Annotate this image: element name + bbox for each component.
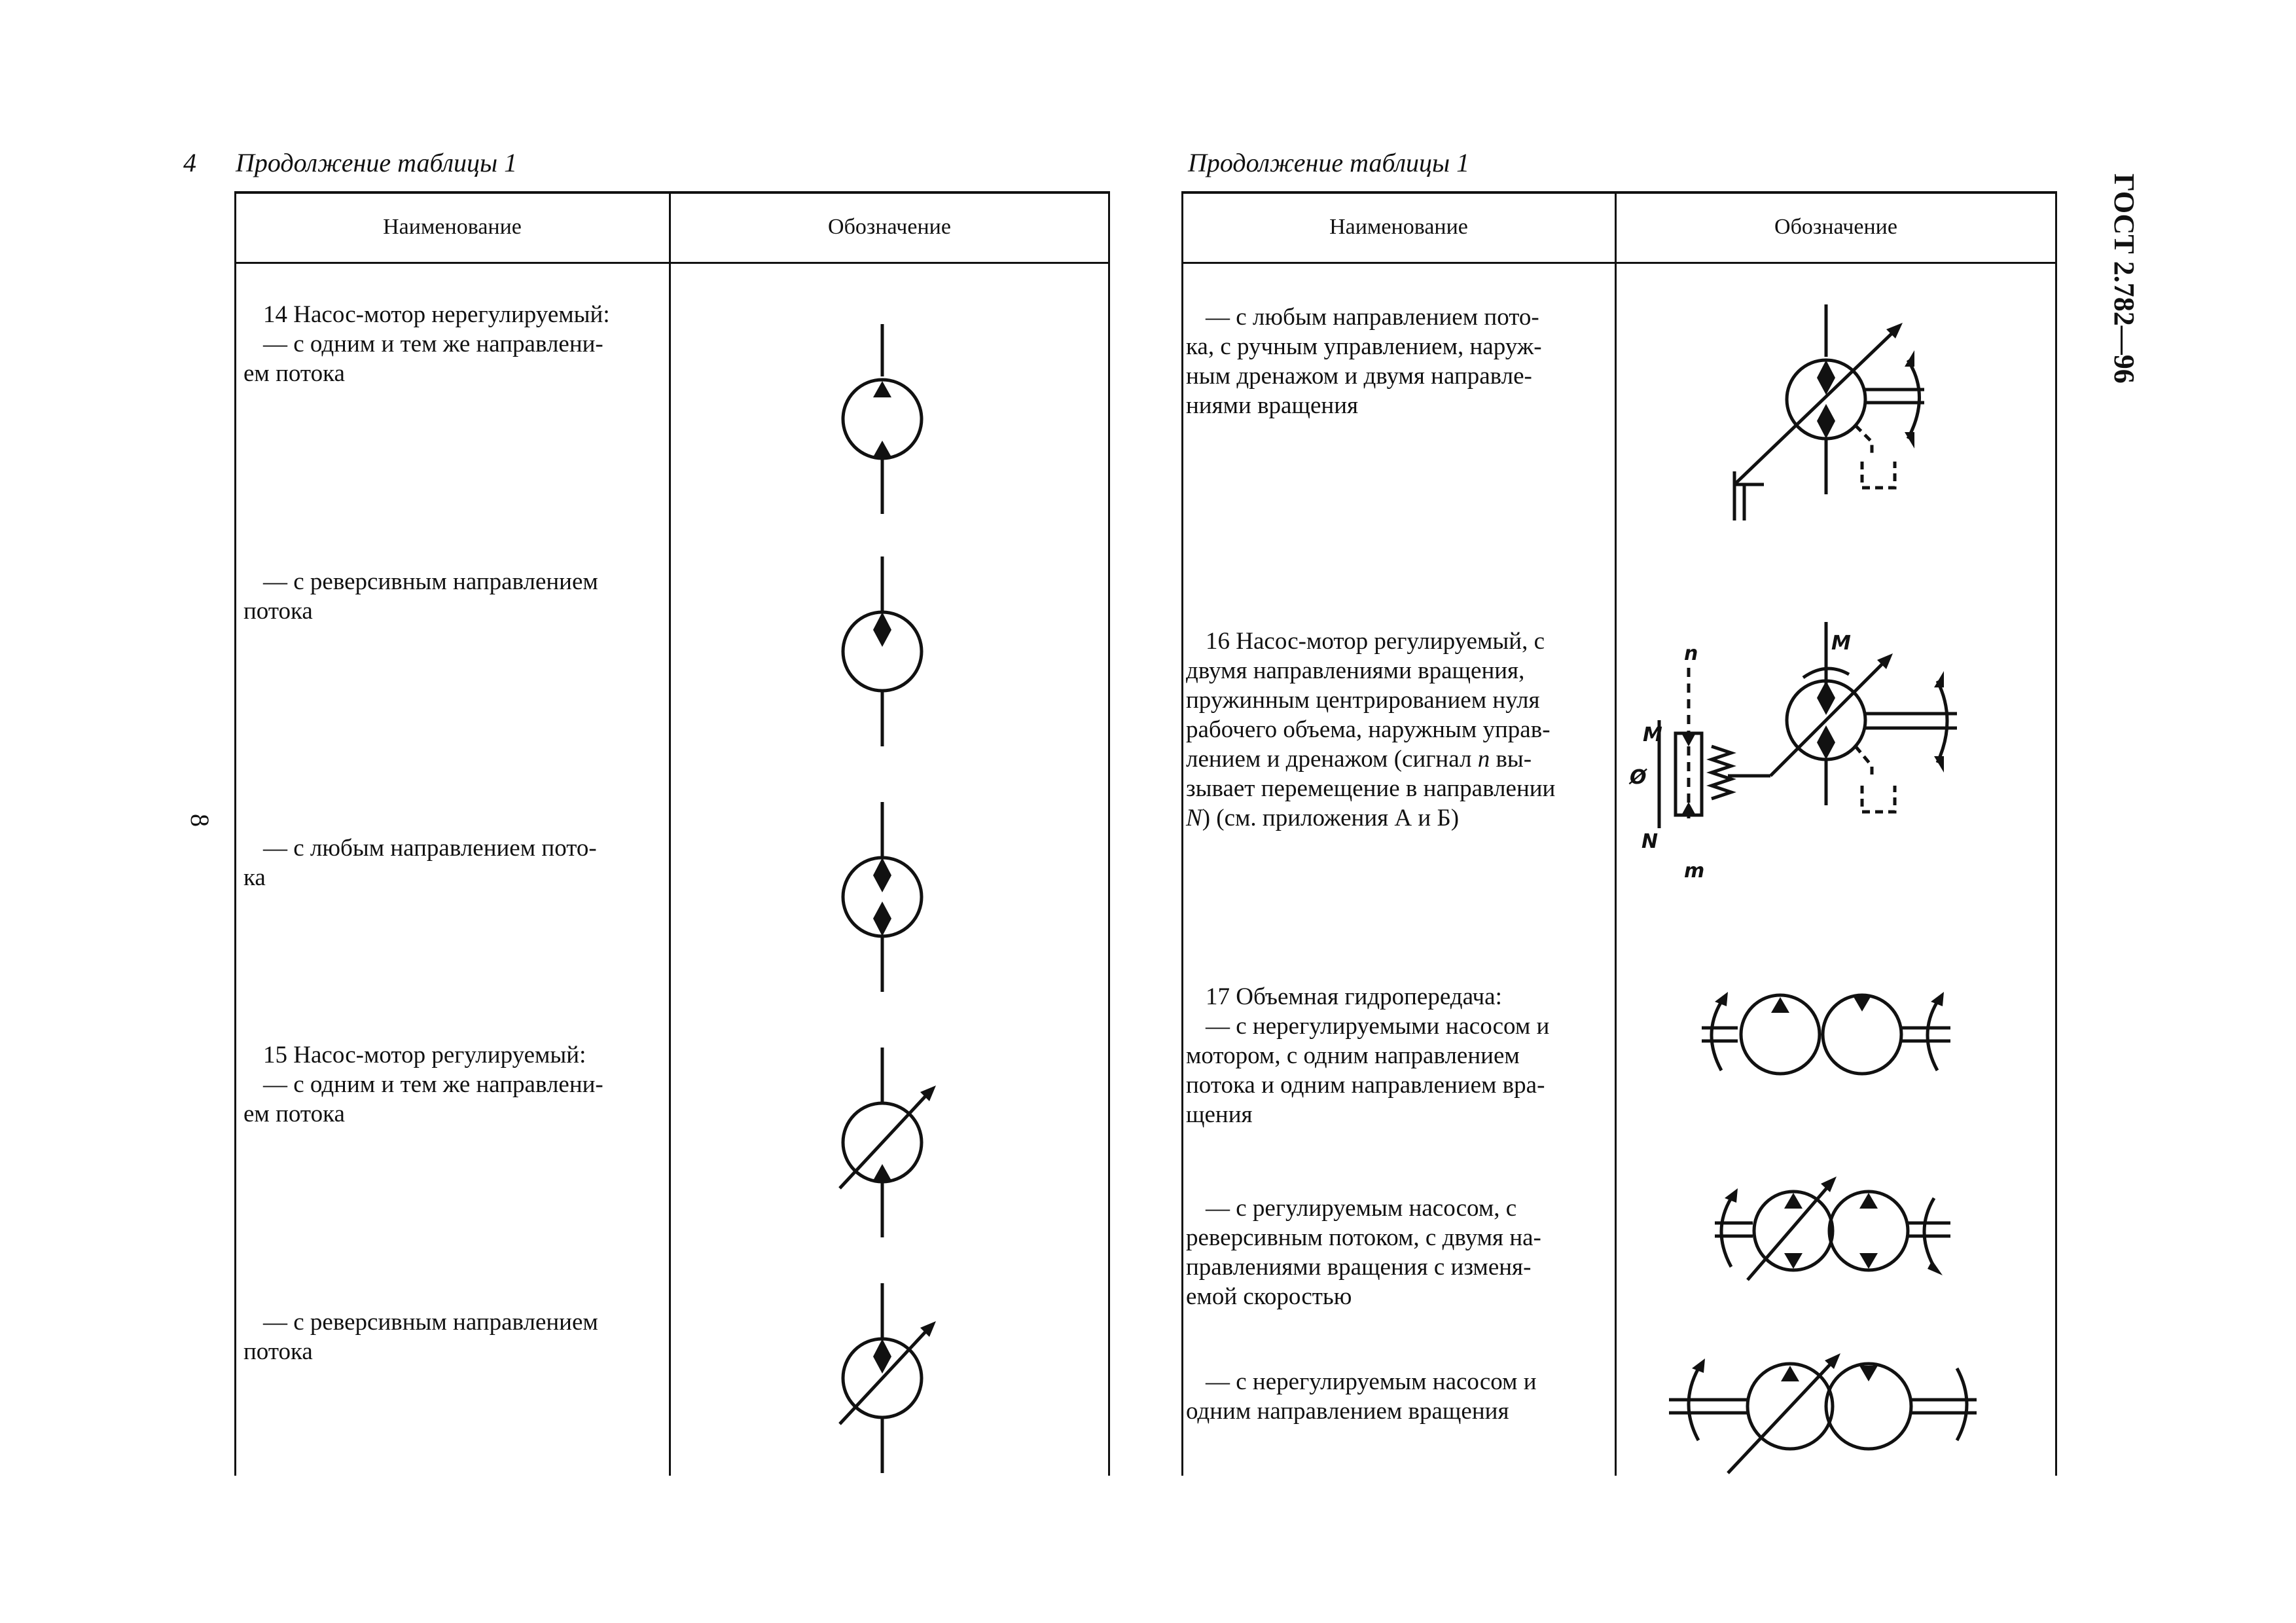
table-row-text: 15 Насос-мотор регулируемый: — с одним и тем же направлени- ем потока bbox=[243, 1040, 660, 1129]
table-row-text: 16 Насос-мотор регулируемый, с двумя направлениями вращения, пружинным центрированием нуля рабочего объема, наружным управ- лением и дренажом (сигнал n вы- зывает перемещение в направлении N) (см. приложения А и Б) bbox=[1186, 627, 1605, 833]
column-header-symbol: Обозначение bbox=[828, 215, 951, 239]
table-right-border bbox=[1108, 191, 1110, 1476]
table-header-border bbox=[1181, 262, 2057, 264]
row-14-title: 14 Насос-мотор нерегулируемый: bbox=[263, 301, 610, 328]
hydrostatic-transmission-variable-icon bbox=[1695, 1172, 1970, 1290]
column-header-name: Наименование bbox=[1329, 215, 1468, 239]
table-row-text: 17 Объемная гидропередача: — с нерегулируемыми насосом и мотором, с одним направлением потока и одним направлением вра- щения bbox=[1186, 982, 1605, 1129]
table-column-divider bbox=[669, 191, 671, 1476]
pump-motor-manual-drain-icon bbox=[1715, 304, 1977, 527]
table-row-text: — с реверсивным направлением потока bbox=[243, 1309, 598, 1365]
table-row-text: — с реверсивным направлением потока bbox=[243, 568, 598, 625]
pump-motor-variable-one-direction-icon bbox=[817, 1048, 961, 1237]
hydrostatic-transmission-fixed-one-rotation-icon bbox=[1669, 1342, 1996, 1473]
continuation-caption-right: Продолжение таблицы 1 bbox=[1188, 148, 1470, 177]
hydrostatic-transmission-fixed-icon bbox=[1689, 979, 1977, 1090]
pump-motor-spring-centered-icon bbox=[1623, 615, 1964, 903]
table-top-border bbox=[234, 191, 1110, 194]
row-17-title: 17 Объемная гидропередача: bbox=[1206, 983, 1502, 1010]
continuation-caption-left: Продолжение таблицы 1 bbox=[236, 148, 518, 177]
row-16-title: 16 Насос-мотор регулируемый, с bbox=[1206, 628, 1545, 655]
label-m: m bbox=[1684, 860, 1705, 883]
pump-motor-fixed-any-direction-icon bbox=[817, 802, 948, 992]
label-M-top: M bbox=[1831, 632, 1851, 655]
label-M-left: M bbox=[1643, 723, 1662, 746]
table-column-divider bbox=[1615, 191, 1617, 1476]
document-code: ГОСТ 2.782—96 bbox=[2108, 173, 2140, 384]
table-header-border bbox=[234, 262, 1110, 264]
pump-motor-fixed-one-direction-icon bbox=[817, 324, 948, 520]
column-header-symbol: Обозначение bbox=[1774, 215, 1897, 239]
table-row-text: — с любым направлением пото- ка, с ручным управлением, наруж- ным дренажом и двумя направле- ниями вращения bbox=[1186, 304, 1542, 419]
label-n: n bbox=[1684, 642, 1698, 665]
column-header-name: Наименование bbox=[383, 215, 522, 239]
table-left-border bbox=[234, 191, 236, 1476]
table-left-border bbox=[1181, 191, 1183, 1476]
page-number: 4 bbox=[183, 148, 196, 177]
label-N: N bbox=[1641, 830, 1659, 853]
table-row-text: — с любым направлением пото- ка bbox=[243, 835, 597, 891]
table-right-border bbox=[2055, 191, 2057, 1476]
pump-motor-variable-reversible-icon bbox=[817, 1283, 961, 1473]
side-page-number: 8 bbox=[185, 814, 215, 827]
table-top-border bbox=[1181, 191, 2057, 194]
row-15-title: 15 Насос-мотор регулируемый: bbox=[263, 1042, 586, 1068]
table-row-text: — с регулируемым насосом, с реверсивным потоком, с двумя на- правлениями вращения с изменя- емой скоростью bbox=[1186, 1195, 1541, 1310]
table-row-text: 14 Насос-мотор нерегулируемый: — с одним и тем же направлени- ем потока bbox=[243, 300, 660, 388]
pump-motor-fixed-reversible-icon bbox=[817, 556, 948, 746]
table-row-text: — с нерегулируемым насосом и одним направлением вращения bbox=[1186, 1368, 1537, 1425]
label-phi: Ø bbox=[1630, 766, 1647, 789]
